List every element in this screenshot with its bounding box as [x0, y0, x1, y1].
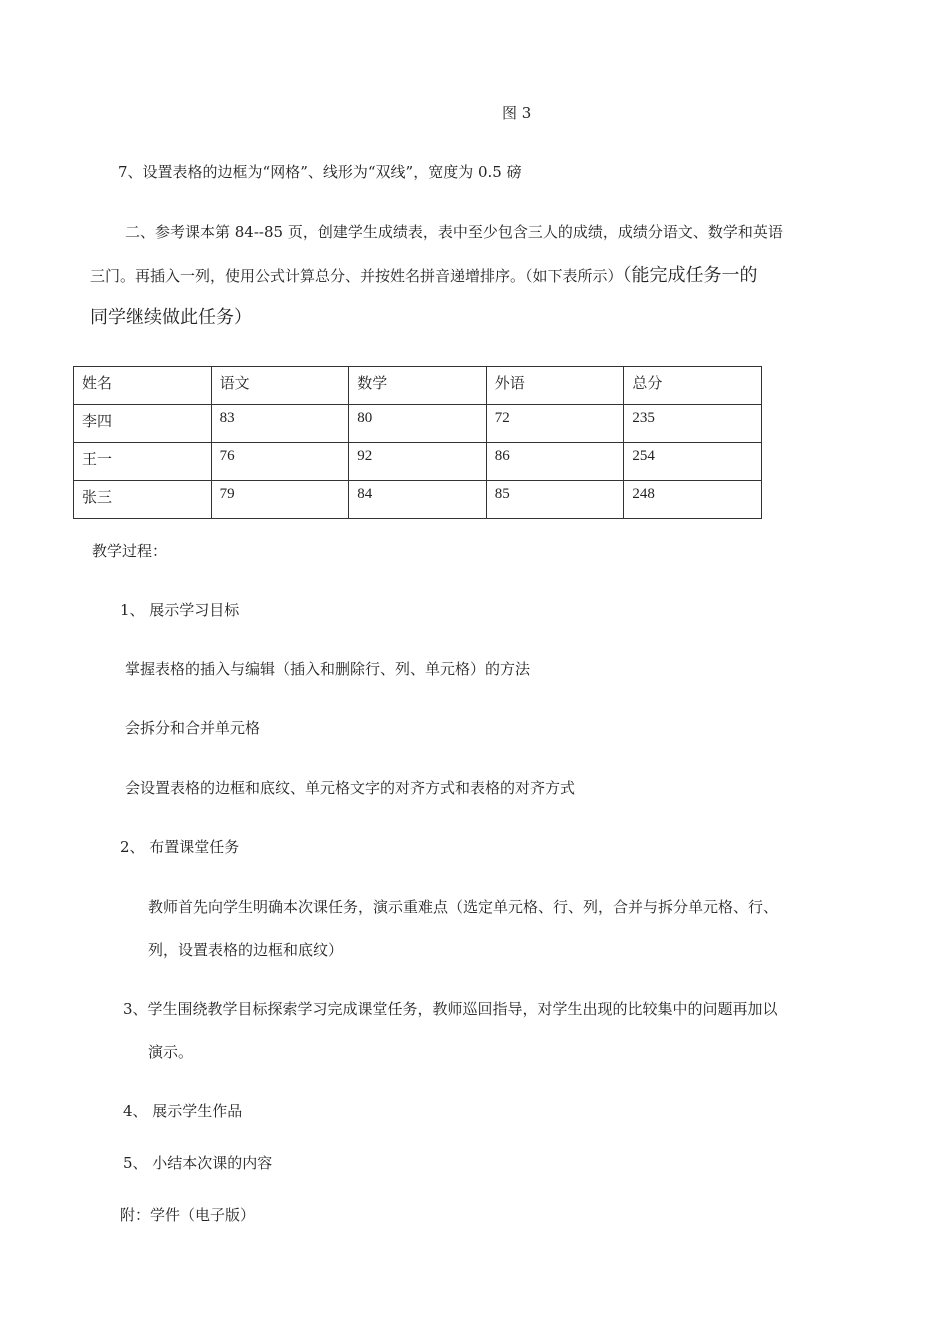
table-cell: 235	[624, 405, 762, 443]
table-header-cell: 外语	[486, 367, 624, 405]
table-cell: 76	[211, 443, 349, 481]
attachment-note: 附：学件（电子版）	[120, 1206, 256, 1224]
table-row	[74, 443, 762, 481]
table-header-cell: 语文	[211, 367, 349, 405]
score-table	[73, 366, 762, 519]
step-7-instruction: 7、设置表格的边框为“网格”、线形为“双线”，宽度为 0.5 磅	[118, 163, 522, 181]
goal-3: 会设置表格的边框和底纹、单元格文字的对齐方式和表格的对齐方式	[125, 779, 576, 797]
process-title: 教学过程：	[92, 542, 168, 560]
task-2-line-2	[90, 264, 758, 288]
table-header-cell: 数学	[349, 367, 487, 405]
table-row	[74, 481, 762, 519]
task-2-line-2-note: （能完成任务一的	[622, 265, 758, 286]
table-header-cell: 总分	[624, 367, 762, 405]
process-item-4: 4、 展示学生作品	[123, 1102, 243, 1120]
task-2-line-3: 同学继续做此任务）	[90, 307, 252, 328]
task-2-line-1: 二、参考课本第 84--85 页，创建学生成绩表，表中至少包含三人的成绩，成绩分语文、数学和英语	[125, 223, 783, 241]
process-item-2-desc-1: 教师首先向学生明确本次课任务，演示重难点（选定单元格、行、列，合并与拆分单元格、行、	[148, 898, 779, 916]
table-cell: 83	[211, 405, 349, 443]
process-item-3-line-2: 演示。	[148, 1043, 194, 1061]
table-cell: 李四	[74, 405, 212, 443]
table-cell: 84	[349, 481, 487, 519]
process-item-1: 1、 展示学习目标	[120, 601, 240, 619]
process-item-3-line-1: 3、学生围绕教学目标探索学习完成课堂任务，教师巡回指导，对学生出现的比较集中的问题再加以	[123, 1000, 778, 1018]
goal-2: 会拆分和合并单元格	[125, 719, 261, 737]
process-item-2: 2、 布置课堂任务	[120, 838, 240, 856]
table-header-row	[74, 367, 762, 405]
table-row	[74, 405, 762, 443]
figure-caption: 图 3	[502, 104, 532, 122]
table-cell: 85	[486, 481, 624, 519]
process-item-2-desc-2: 列，设置表格的边框和底纹）	[148, 941, 344, 959]
table-cell: 254	[624, 443, 762, 481]
table-cell: 248	[624, 481, 762, 519]
task-2-line-2-text: 三门。再插入一列，使用公式计算总分、并按姓名拼音递增排序。（如下表所示）	[90, 267, 623, 285]
process-item-5: 5、 小结本次课的内容	[123, 1154, 273, 1172]
table-header-cell: 姓名	[74, 367, 212, 405]
table-cell: 王一	[74, 443, 212, 481]
table-cell: 72	[486, 405, 624, 443]
table-cell: 79	[211, 481, 349, 519]
table-cell: 80	[349, 405, 487, 443]
table-cell: 92	[349, 443, 487, 481]
table-cell: 86	[486, 443, 624, 481]
table-cell: 张三	[74, 481, 212, 519]
goal-1: 掌握表格的插入与编辑（插入和删除行、列、单元格）的方法	[125, 660, 531, 678]
